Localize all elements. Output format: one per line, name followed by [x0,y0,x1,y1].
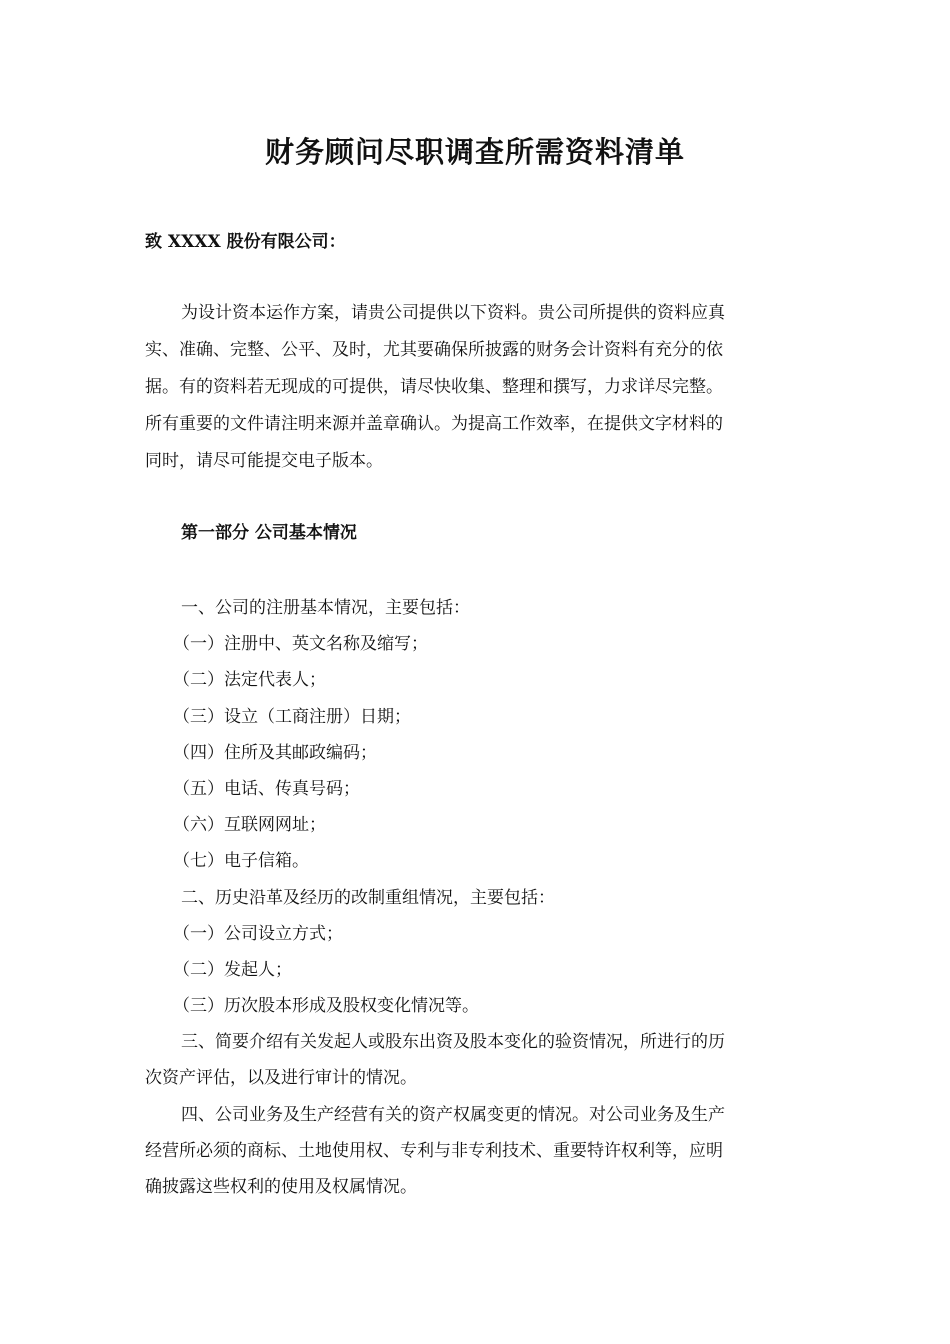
list-item-heading: 二、历史沿革及经历的改制重组情况，主要包括： [181,887,555,908]
intro-line: 同时，请尽可能提交电子版本。 [145,451,383,471]
paragraph-line: 四、公司业务及生产经营有关的资产权属变更的情况。对公司业务及生产 [181,1104,725,1125]
intro-line: 据。有的资料若无现成的可提供，请尽快收集、整理和撰写，力求详尽完整。 [145,377,723,397]
list-item: （二）法定代表人； [173,670,326,691]
intro-line: 实、准确、完整、公平、及时，尤其要确保所披露的财务会计资料有充分的依 [145,340,723,360]
intro-line: 为设计资本运作方案，请贵公司提供以下资料。贵公司所提供的资料应真 [181,303,725,323]
paragraph-line: 确披露这些权利的使用及权属情况。 [145,1177,417,1197]
section-heading-part1: 第一部分 公司基本情况 [181,523,357,543]
list-item: （一）公司设立方式； [173,923,343,944]
list-item: （五）电话、传真号码； [173,778,360,799]
intro-paragraph [145,295,805,480]
paragraph-line: 三、简要介绍有关发起人或股东出资及股本变化的验资情况，所进行的历 [181,1032,725,1053]
list-item: （二）发起人； [173,959,292,980]
intro-line: 所有重要的文件请注明来源并盖章确认。为提高工作效率，在提供文字材料的 [145,414,723,434]
list-item-heading: 一、公司的注册基本情况，主要包括： [181,598,470,618]
document-title: 财务顾问尽职调查所需资料清单 [264,135,685,169]
list-item: （三）设立（工商注册）日期； [173,706,411,727]
paragraph-line: 次资产评估，以及进行审计的情况。 [145,1068,417,1089]
section-body [145,590,805,1205]
addressee-line: 致 XXXX 股份有限公司： [145,232,346,252]
paragraph-line: 经营所必须的商标、土地使用权、专利与非专利技术、重要特许权利等，应明 [145,1140,723,1161]
list-item: （一）注册中、英文名称及缩写； [173,634,428,655]
list-item: （四）住所及其邮政编码； [173,742,377,763]
list-item: （七）电子信箱。 [173,851,309,872]
list-item: （三）历次股本形成及股权变化情况等。 [173,996,479,1017]
list-item: （六）互联网网址； [173,815,326,836]
